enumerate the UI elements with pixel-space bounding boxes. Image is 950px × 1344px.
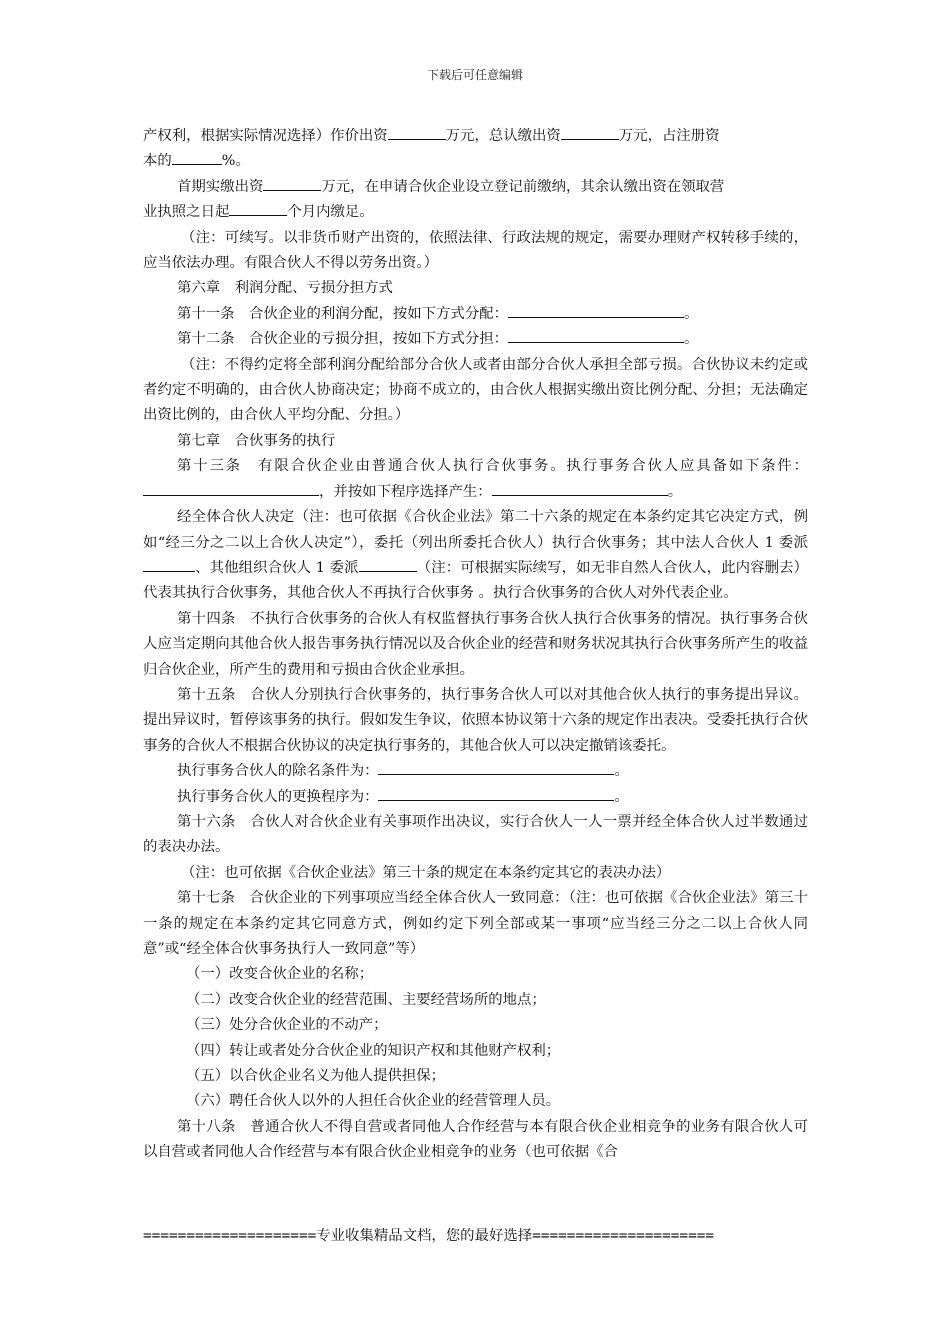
blank-field [378, 785, 614, 801]
list-item: （三）处分合伙企业的不动产； [186, 1017, 388, 1034]
article-13: 第十三条 有限合伙企业由普通合伙人执行合伙事务。执行事务合伙人应具备如下条件：，并按如下程序选择产生： 。 [143, 454, 808, 505]
blank-field [508, 302, 684, 318]
paragraph-executive-partner: 经全体合伙人决定（注：也可依据《合伙企业法》第二十六条的规定在本条约定其它决定方式，例如“经三分之二以上合伙人决定”），委托（列出所委托合伙人）执行合伙事务；其中法人合伙人 1 委派、其他组织合伙人 1 委派 （注：可根据实际续写，如无非自然人合伙人，此内容删去）代表其执行合伙事务，其他合伙人不再执行合伙事务 。执行合伙事务的合伙人对外代表企业。 [143, 509, 808, 602]
blank-field [388, 124, 446, 140]
list-item: （四）转让或者处分合伙企业的知识产权和其他财产权利； [186, 1042, 561, 1059]
chapter-heading: 第七章 合伙事务的执行 [177, 432, 336, 449]
note-paragraph: （注：不得约定将全部利润分配给部分合伙人或者由部分合伙人承担全部亏损。合伙协议未约定或者约定不明确的，由合伙人协商决定；协商不成立的，由合伙人根据实缴出资比例分配、分担；无法确定出资比例的，由合伙人平均分配、分担。） [143, 356, 808, 424]
page-header: 下载后可任意编辑 [426, 68, 523, 82]
replacement-procedure: 执行事务合伙人的更换程序为： 。 [143, 785, 808, 810]
blank-field [143, 480, 319, 496]
note-paragraph: （注：可续写。以非货币财产出资的，依照法律、行政法规的规定，需要办理财产权转移手续的，应当依法办理。有限合伙人不得以劳务出资。） [143, 229, 808, 272]
document-body [143, 124, 808, 1166]
note-paragraph: （注：也可依据《合伙企业法》第三十条的规定在本条约定其它的表决办法） [181, 864, 671, 881]
article-12: 第十二条 合伙企业的亏损分担，按如下方式分担： 。 [143, 327, 808, 352]
article-15: 第十五条 合伙人分别执行合伙事务的，执行事务合伙人可以对其他合伙人执行的事务提出异议。提出异议时，暂停该事务的执行。假如发生争议，依照本协议第十六条的规定作出表决。受委托执行合伙事务的合伙人不根据合伙协议的决定执行事务的，其他合伙人可以决定撤销该委托。 [143, 686, 808, 754]
blank-field [143, 556, 195, 572]
article-14: 第十四条 不执行合伙事务的合伙人有权监督执行事务合伙人执行合伙事务的情况。执行事务合伙人应当定期向其他合伙人报告事务执行情况以及合伙企业的经营和财务状况其执行合伙事务所产生的收益归合伙企业，所产生的费用和亏损由合伙企业承担。 [143, 610, 808, 678]
blank-field [378, 759, 614, 775]
blank-field [263, 175, 321, 191]
list-item: （二）改变合伙企业的经营范围、主要经营场所的地点； [186, 991, 546, 1008]
blank-field [172, 149, 222, 165]
blank-field [561, 124, 619, 140]
blank-field [492, 480, 668, 496]
list-item: （一）改变合伙企业的名称； [186, 966, 374, 983]
list-item: （五）以合伙企业名义为他人提供担保； [186, 1068, 446, 1085]
removal-conditions: 执行事务合伙人的除名条件为： 。 [143, 759, 808, 784]
article-16: 第十六条 合伙人对合伙企业有关事项作出决议，实行合伙人一人一票并经全体合伙人过半数通过的表决办法。 [143, 813, 808, 856]
list-item: （六）聘任合伙人以外的人担任合伙企业的经营管理人员。 [186, 1093, 561, 1110]
paragraph-first-payment: 首期实缴出资 万元，在申请合伙企业设立登记前缴纳，其余认缴出资在领取营 业执照之日起 个月内缴足。 [143, 175, 808, 226]
paragraph-contribution: 产权利，根据实际情况选择）作价出资 万元，总认缴出资 万元，占注册资 本的 %。 [143, 124, 808, 175]
article-17: 第十七条 合伙企业的下列事项应当经全体合伙人一致同意：（注：也可依据《合伙企业法》第三十一条的规定在本条约定其它同意方式，例如约定下列全部或某一事项“应当经三分之二以上合伙人同意”或“经全体合伙事务执行人一致同意”等） [143, 890, 808, 957]
article-11: 第十一条 合伙企业的利润分配，按如下方式分配： 。 [143, 302, 808, 327]
chapter-heading: 第六章 利润分配、亏损分担方式 [177, 280, 393, 297]
blank-field [229, 200, 287, 216]
blank-field [359, 556, 417, 572]
article-18: 第十八条 普通合伙人不得自营或者同他人合作经营与本有限合伙企业相竞争的业务有限合伙人可以自营或者同他人合作经营与本有限合伙企业相竞争的业务（也可依据《合 [143, 1118, 808, 1161]
blank-field [508, 327, 684, 343]
page-footer: ====================专业收集精品文档，您的最好选择===================== [143, 1228, 715, 1244]
